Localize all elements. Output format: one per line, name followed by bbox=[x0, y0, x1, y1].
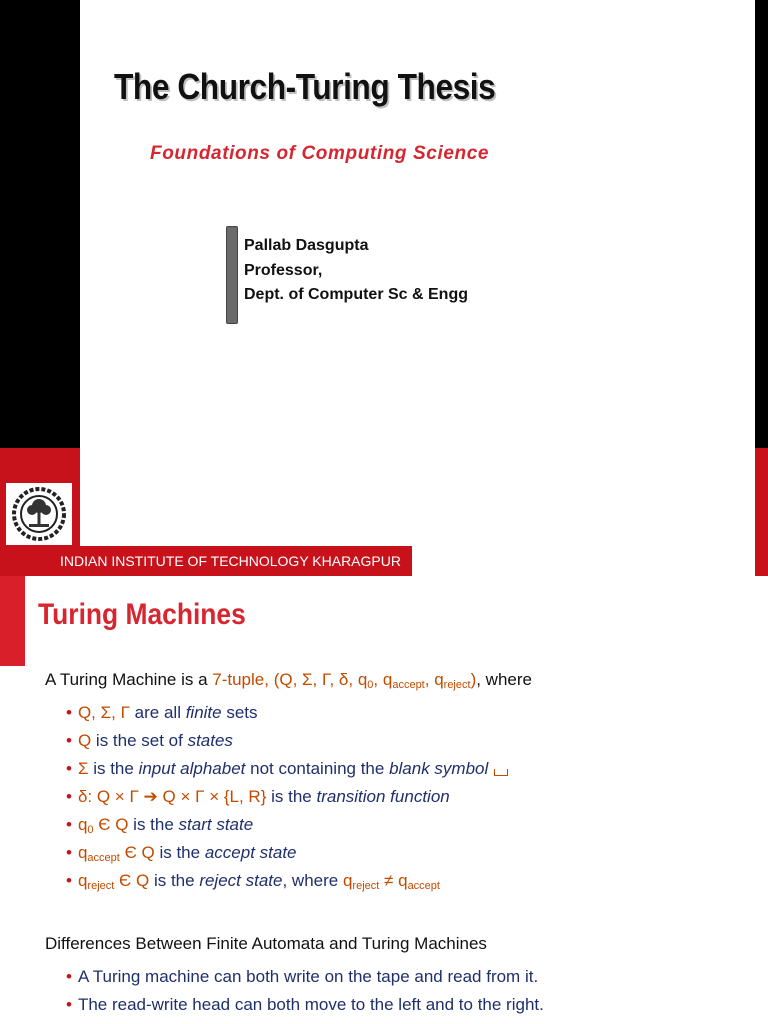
author-block bbox=[244, 234, 468, 308]
list-item: • $q_0$ Є Q is the start state bbox=[66, 815, 254, 836]
bullet-dot-icon: • bbox=[66, 815, 72, 834]
institute-banner: INDIAN INSTITUTE OF TECHNOLOGY KHARAGPUR bbox=[0, 546, 412, 576]
differences-list bbox=[66, 966, 544, 1022]
author-position: Professor, bbox=[244, 261, 323, 279]
slide-title: The Church-Turing Thesis bbox=[114, 66, 496, 107]
slide-subtitle: Foundations of Computing Science bbox=[150, 143, 490, 164]
blank-symbol-icon bbox=[494, 769, 508, 776]
list-item: • $q_{reject}$ Є Q is the reject state, where $q_{reject} \ne q_{accept}$ bbox=[66, 871, 440, 892]
institute-banner-filler bbox=[412, 546, 755, 576]
tm-definition bbox=[45, 670, 532, 691]
definition-lead: A Turing Machine is a bbox=[45, 670, 213, 689]
footer-white-area bbox=[80, 448, 755, 546]
tm-components-list bbox=[66, 702, 508, 898]
iit-kharagpur-emblem-icon bbox=[6, 483, 72, 545]
title-slide bbox=[80, 0, 755, 448]
content-title: Turing Machines bbox=[38, 598, 246, 631]
list-item: • Σ is the input alphabet not containing the blank symbol bbox=[66, 758, 508, 786]
bullet-dot-icon: • bbox=[66, 731, 72, 750]
bullet-dot-icon: • bbox=[66, 871, 72, 890]
bullet-dot-icon: • bbox=[66, 787, 72, 806]
bullet-dot-icon: • bbox=[66, 843, 72, 862]
bullet-dot-icon: • bbox=[66, 759, 72, 778]
author-department: Dept. of Computer Sc & Engg bbox=[244, 286, 468, 303]
list-item: • The read-write head can both move to the left and to the right. bbox=[66, 995, 544, 1014]
content-slide bbox=[0, 576, 768, 1024]
author-name: Pallab Dasgupta bbox=[244, 237, 369, 254]
list-item: • $q_{accept}$ Є Q is the accept state bbox=[66, 843, 297, 864]
list-item: • δ: Q × Γ ➔ Q × Γ × {L, R} is the transition function bbox=[66, 787, 450, 806]
definition-tail: , where bbox=[476, 670, 532, 689]
bullet-dot-icon: • bbox=[66, 703, 72, 722]
footer-red-band-right bbox=[755, 448, 768, 576]
author-accent-bar bbox=[226, 226, 238, 324]
title-accent-bar bbox=[0, 576, 25, 666]
bullet-dot-icon: • bbox=[66, 995, 72, 1014]
differences-heading: Differences Between Finite Automata and Turing Machines bbox=[45, 934, 487, 953]
list-item: • Q is the set of states bbox=[66, 731, 233, 750]
list-item: • A Turing machine can both write on the tape and read from it. bbox=[66, 967, 539, 986]
bullet-dot-icon: • bbox=[66, 967, 72, 986]
definition-tuple: 7-tuple, (Q, Σ, Γ, δ, $q_0$, $q_{accept}$, $q_{reject}$) bbox=[212, 670, 477, 691]
list-item: • Q, Σ, Γ are all finite sets bbox=[66, 703, 258, 722]
